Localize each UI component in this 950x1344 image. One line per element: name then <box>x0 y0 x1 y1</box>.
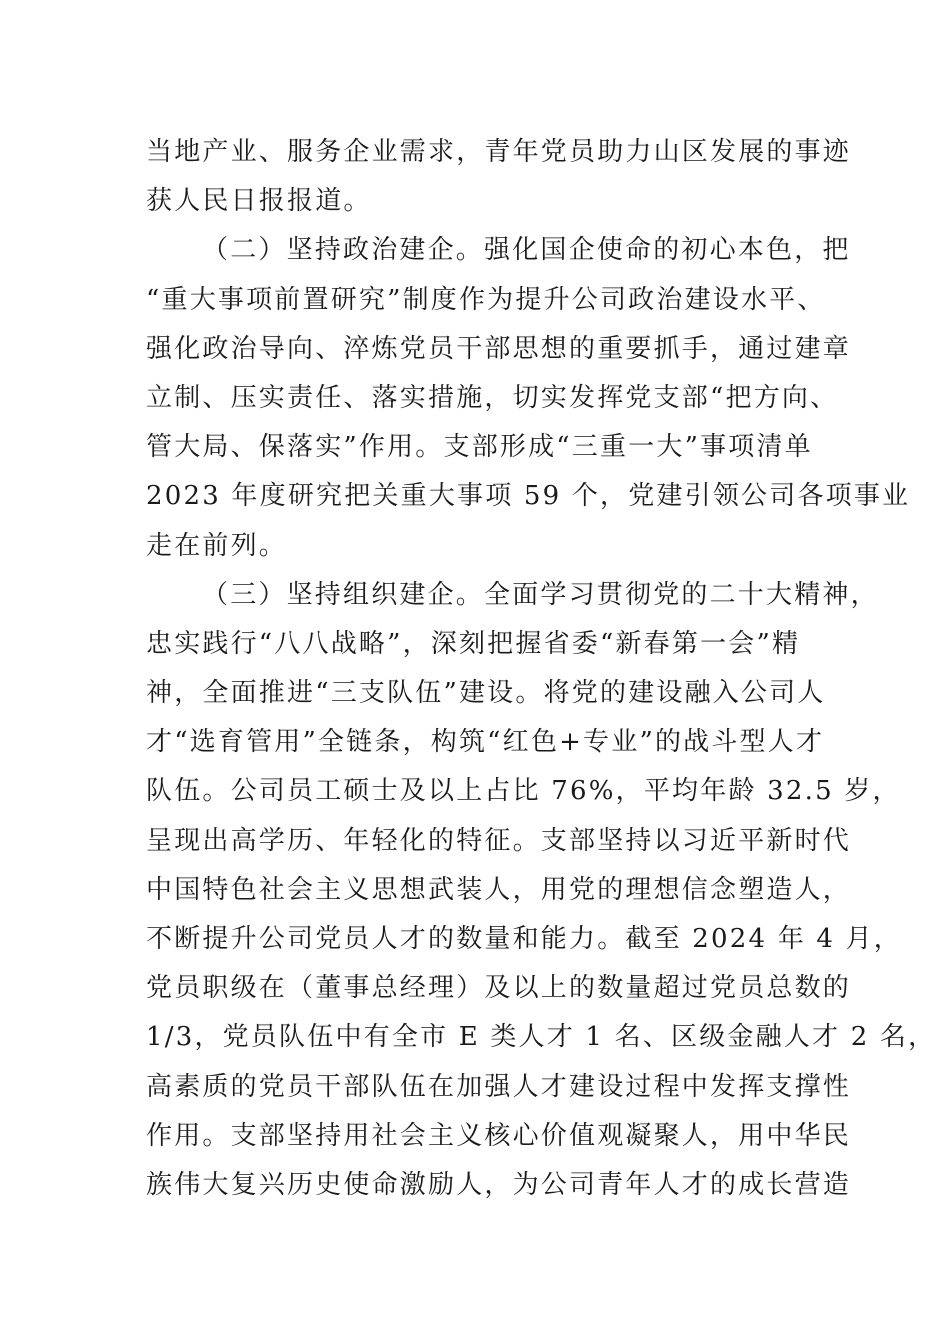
text-line: 2023 年度研究把关重大事项 59 个，党建引领公司各项事业 <box>146 481 911 512</box>
body-text <box>146 128 937 1210</box>
text-line: 高素质的党员干部队伍在加强人才建设过程中发挥支撑性 <box>146 1071 852 1102</box>
text-line: 中国特色社会主义思想武装人，用党的理想信念塑造人， <box>146 874 852 905</box>
text-line: 神，全面推进“三支队伍”建设。将党的建设融入公司人 <box>146 678 826 709</box>
text-line: 走在前列。 <box>146 530 288 561</box>
text-line: 党员职级在（董事总经理）及以上的数量超过党员总数的 <box>146 973 852 1004</box>
text-line: 当地产业、服务企业需求，青年党员助力山区发展的事迹 <box>146 137 852 167</box>
text-line: 族伟大复兴历史使命激励人，为公司青年人才的成长营造 <box>146 1169 852 1200</box>
text-line: 忠实践行“八八战略”，深刻把握省委“新春第一会”精 <box>146 628 801 659</box>
text-line: 强化政治导向、淬炼党员干部思想的重要抓手，通过建章 <box>146 333 852 364</box>
text-line: 呈现出高学历、年轻化的特征。支部坚持以习近平新时代 <box>146 825 852 856</box>
text-line: 不断提升公司党员人才的数量和能力。截至 2024 年 4 月， <box>146 924 902 954</box>
text-line: 获人民日报报道。 <box>146 186 372 217</box>
text-line: 管大局、保落实”作用。支部形成“三重一大”事项清单 <box>146 432 813 463</box>
section-heading-line: （三）坚持组织建企。全面学习贯彻党的二十大精神， <box>202 579 879 610</box>
text-line: 队伍。公司员工硕士及以上占比 76%，平均年龄 32.5 岁， <box>146 776 901 807</box>
text-line: 才“选育管用”全链条，构筑“红色+专业”的战斗型人才 <box>146 727 825 758</box>
section-heading-line: （二）坚持政治建企。强化国企使命的初心本色，把 <box>202 235 851 266</box>
text-line: 作用。支部坚持用社会主义核心价值观凝聚人，用中华民 <box>146 1120 852 1151</box>
text-line: 立制、压实责任、落实措施，切实发挥党支部“把方向、 <box>146 382 839 413</box>
text-line: “重大事项前置研究”制度作为提升公司政治建设水平、 <box>146 284 826 315</box>
text-line: 1/3，党员队伍中有全市 E 类人才 1 名、区级金融人才 2 名， <box>146 1022 937 1053</box>
